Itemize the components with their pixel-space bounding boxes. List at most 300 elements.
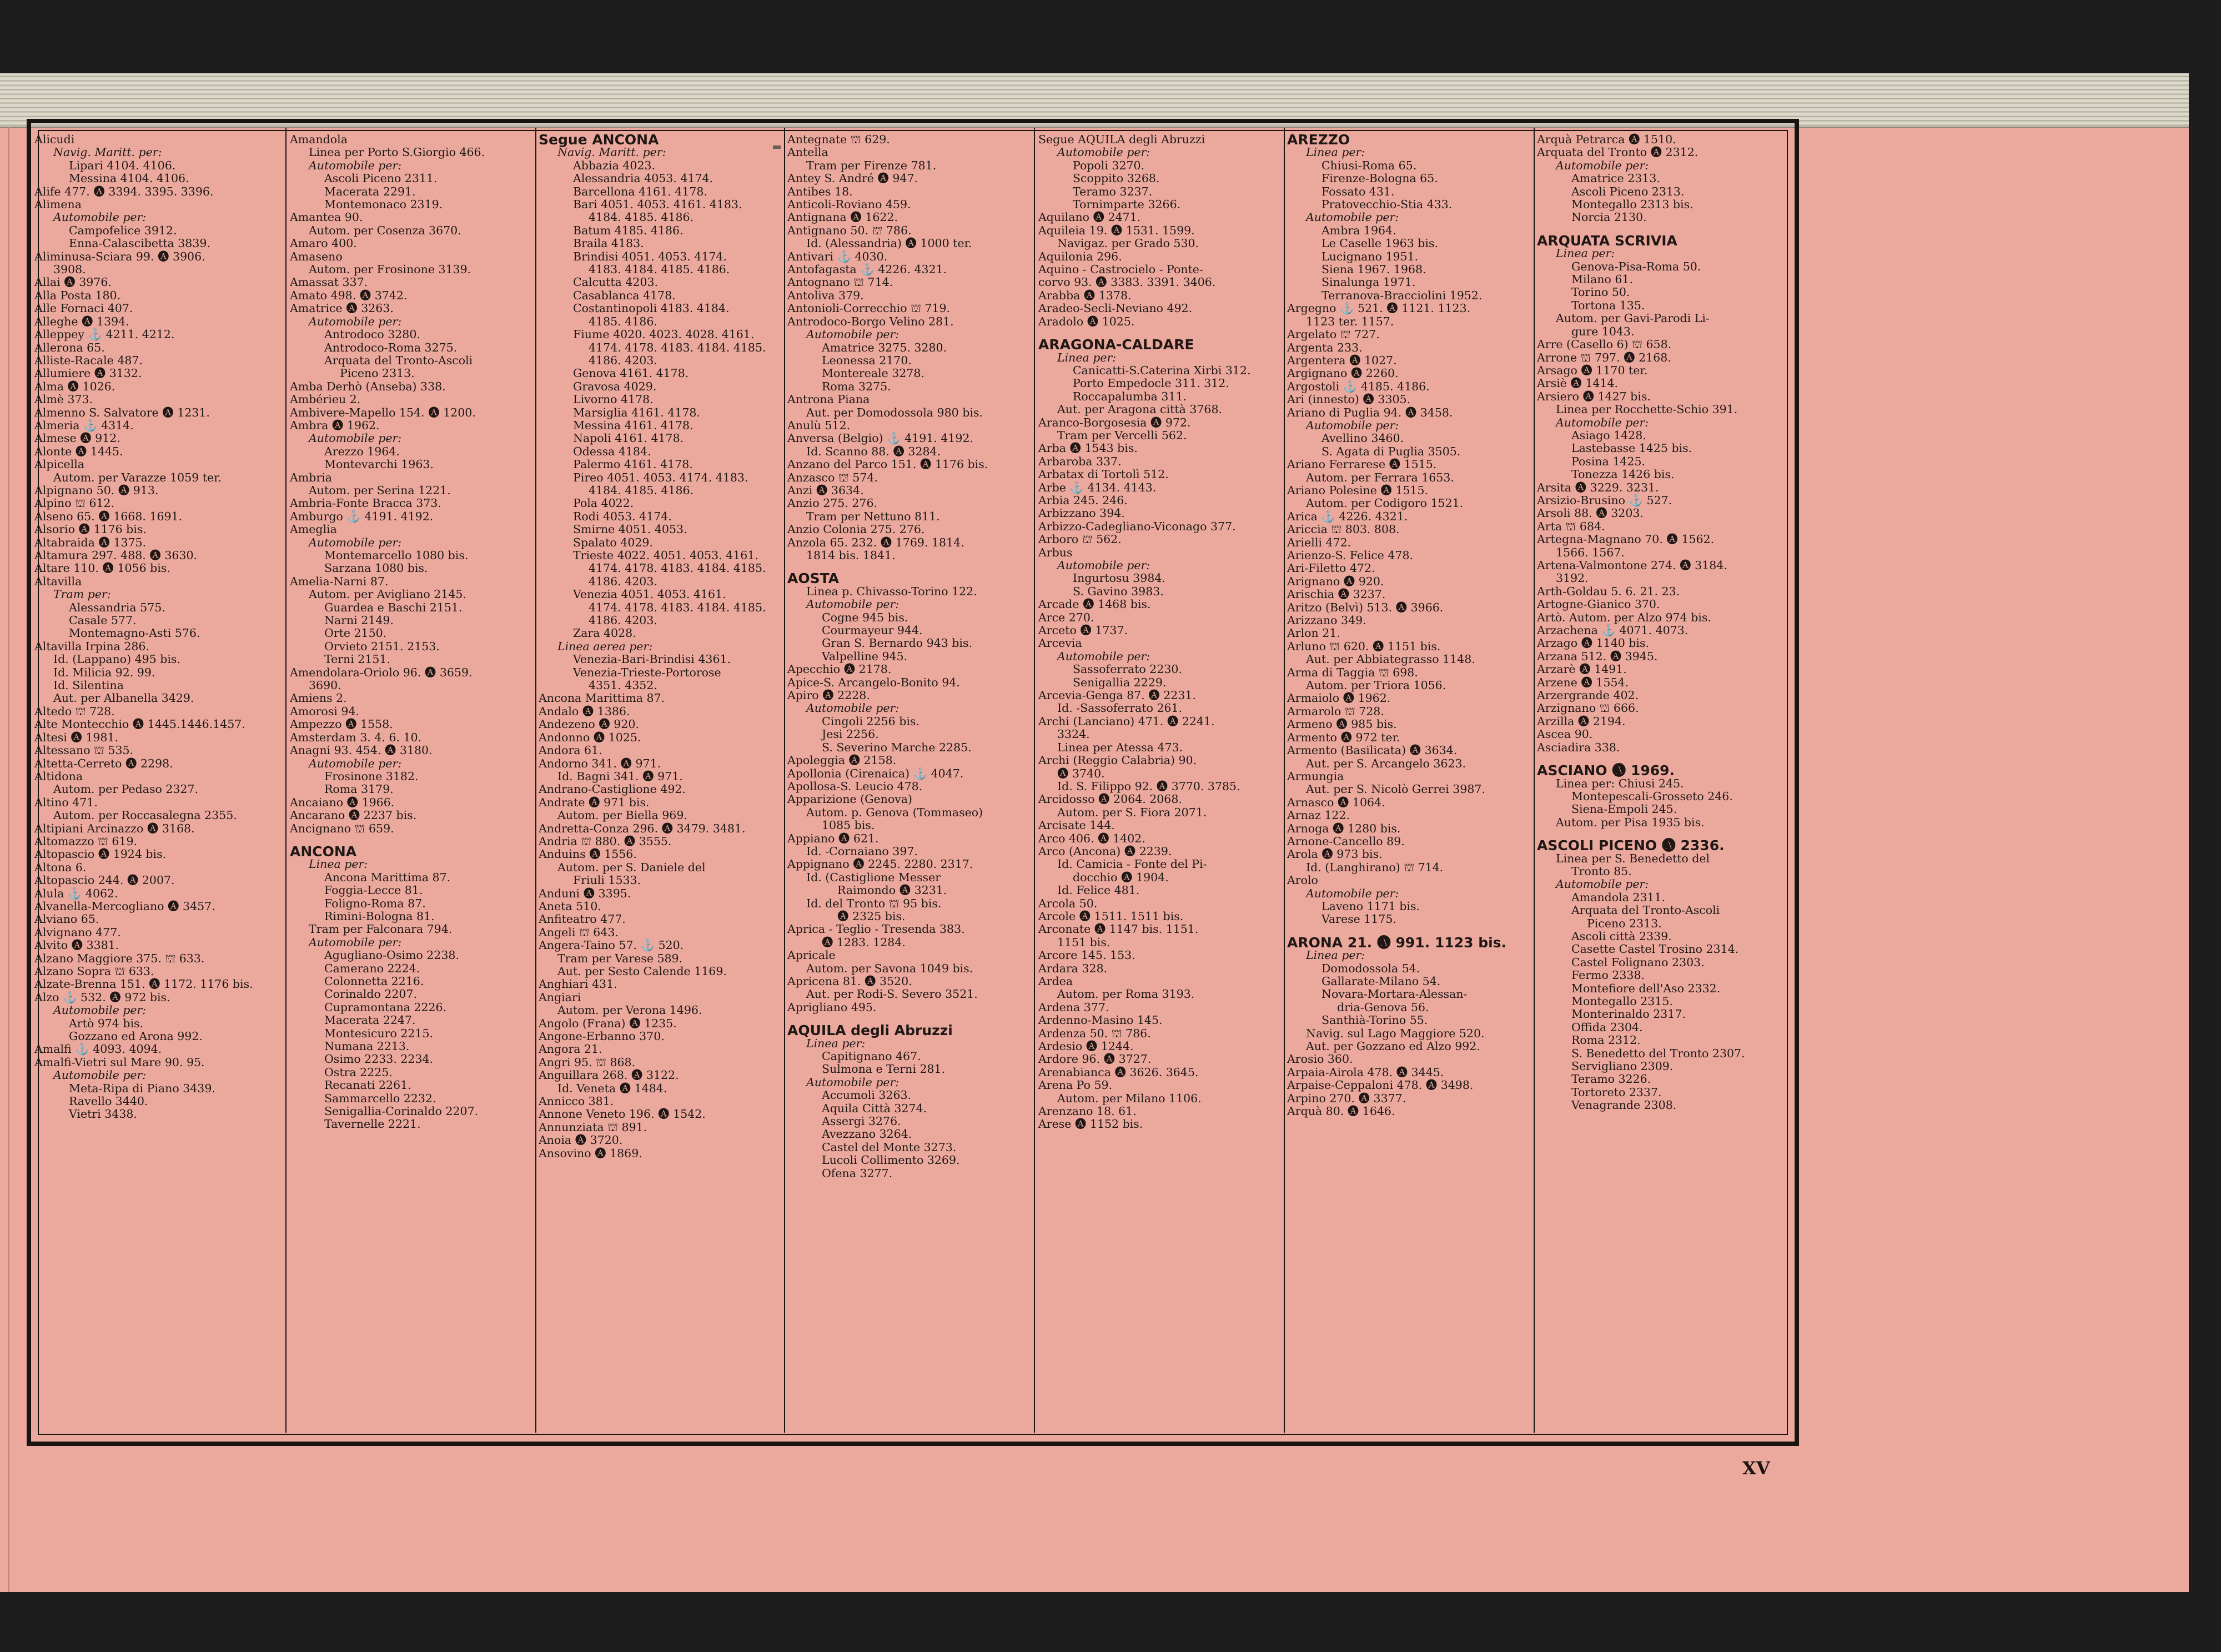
index-entry: Ascoli Piceno 2311. <box>324 172 438 185</box>
index-entry: Rimini-Bologna 81. <box>324 909 435 923</box>
index-entry: Id. Veneta 🅐 1484. <box>557 1081 667 1095</box>
index-entry: Agugliano-Osimo 2238. <box>324 948 459 962</box>
index-entry: Tortona 135. <box>1571 298 1645 312</box>
index-entry: Tonezza 1426 bis. <box>1571 468 1675 481</box>
index-entry: Vietri 3438. <box>69 1107 137 1121</box>
index-entry: Altedo ⛫ 728. <box>34 704 115 718</box>
index-entry: Arco (Ancona) 🅐 2239. <box>1038 844 1172 858</box>
index-entry: Autom. per S. Fiora 2071. <box>1057 805 1207 819</box>
index-entry: Assergi 3276. <box>822 1114 901 1128</box>
index-entry: S. Gavino 3983. <box>1073 584 1164 598</box>
index-entry: Arpino 270. 🅐 3377. <box>1287 1091 1406 1105</box>
index-entry: Posina 1425. <box>1571 454 1646 468</box>
index-entry: Sassoferrato 2230. <box>1073 662 1182 676</box>
index-entry: Ariano di Puglia 94. 🅐 3458. <box>1287 405 1453 419</box>
index-entry: Raimondo 🅐 3231. <box>837 883 947 897</box>
index-entry: Ascoli Piceno 2313. <box>1571 184 1685 198</box>
index-entry: Canicatti-S.Caterina Xirbi 312. <box>1073 363 1251 377</box>
index-column <box>34 133 284 1422</box>
index-entry: Autom. per Verona 1496. <box>557 1003 702 1017</box>
index-entry: Arosio 360. <box>1287 1052 1353 1066</box>
index-entry: Alpicella <box>34 458 84 471</box>
index-entry: Tronto 85. <box>1571 864 1632 878</box>
index-entry: Allerona 65. <box>34 340 105 354</box>
index-entry: Argegno ⚓ 521. 🅐 1121. 1123. <box>1287 302 1471 315</box>
index-entry: Arese 🅐 1152 bis. <box>1038 1117 1143 1131</box>
index-entry: Aneta 510. <box>539 899 601 913</box>
index-entry: Arsoli 88. 🅐 3203. <box>1537 506 1644 520</box>
index-entry: Pireo 4051. 4053. 4174. 4183. <box>573 470 748 484</box>
index-entry: 4183. 4184. 4185. 4186. <box>589 263 730 277</box>
index-entry: Messina 4161. 4178. <box>573 418 694 432</box>
index-entry: Anzola 65. 232. 🅐 1769. 1814. <box>787 535 964 549</box>
index-heading: Segue ANCONA <box>539 133 659 148</box>
index-entry: Montesicuro 2215. <box>324 1026 434 1040</box>
index-entry: Alvignano 477. <box>34 925 121 939</box>
index-entry: Arcore 145. 153. <box>1038 948 1135 962</box>
index-entry: Arbizzo-Cadegliano-Viconago 377. <box>1038 519 1236 533</box>
index-entry: Arola 🅐 973 bis. <box>1287 847 1383 861</box>
index-entry: Orvieto 2151. 2153. <box>324 639 440 653</box>
index-entry: Autom. per Milano 1106. <box>1057 1091 1202 1105</box>
index-entry: Navig. Maritt. per: <box>557 145 666 159</box>
index-entry: Linea per: <box>806 1036 866 1050</box>
index-entry: Montegallo 2315. <box>1571 995 1673 1008</box>
index-entry: Sarzana 1080 bis. <box>324 561 428 575</box>
index-entry: Id. -Cornaiano 397. <box>806 844 918 858</box>
index-entry: Apricena 81. 🅐 3520. <box>787 975 912 988</box>
index-entry: Anduni 🅐 3395. <box>539 886 631 900</box>
index-entry: Annone Veneto 196. 🅐 1542. <box>539 1107 706 1121</box>
index-entry: Almeria ⚓ 4314. <box>34 418 134 432</box>
index-entry: Chiusi-Roma 65. <box>1321 158 1417 172</box>
index-entry: Abbazia 4023. <box>573 158 656 172</box>
index-entry: Andonno 🅐 1025. <box>539 730 641 744</box>
index-heading: AQUILA degli Abruzzi <box>787 1022 953 1039</box>
index-entry: Lastebasse 1425 bis. <box>1571 441 1692 455</box>
index-entry: Genova 4161. 4178. <box>573 366 689 380</box>
index-entry: Ariano Ferrarese 🅐 1515. <box>1287 458 1437 471</box>
index-entry: Arquà Petrarca 🅐 1510. <box>1537 133 1676 146</box>
index-entry: Alessandria 575. <box>69 600 165 614</box>
index-entry: Alula ⚓ 4062. <box>34 886 118 900</box>
index-entry: Aut. per S. Nicolò Gerrei 3987. <box>1306 782 1485 796</box>
index-entry: Teramo 3237. <box>1073 184 1153 198</box>
index-entry: Arizzano 349. <box>1287 614 1366 627</box>
index-entry: Linea per: <box>1306 145 1365 159</box>
index-entry: Id. -Sassoferrato 261. <box>1057 701 1183 715</box>
index-entry: Ari (innesto) 🅐 3305. <box>1287 393 1411 406</box>
index-entry: Anzasco ⛫ 574. <box>787 470 878 484</box>
index-entry: Tram per Falconara 794. <box>309 922 453 936</box>
index-entry: Macerata 2247. <box>324 1013 416 1027</box>
index-entry: Montegallo 2313 bis. <box>1571 198 1694 212</box>
index-entry: 4351. 4352. <box>589 679 657 692</box>
index-entry: Anversa (Belgio) ⚓ 4191. 4192. <box>787 431 973 445</box>
index-entry: Arcidosso 🅐 2064. 2068. <box>1038 792 1182 806</box>
index-entry: Amantea 90. <box>290 210 363 224</box>
index-entry: Arnaz 122. <box>1287 809 1350 822</box>
index-entry: Domodossola 54. <box>1321 961 1420 975</box>
index-entry: Trieste 4022. 4051. 4053. 4161. <box>573 549 758 562</box>
index-entry: Amatrice 3275. 3280. <box>822 340 947 354</box>
index-entry: Autom. per Serina 1221. <box>309 483 451 497</box>
index-entry: Angri 95. ⛫ 868. <box>539 1055 636 1069</box>
index-entry: Ancignano ⛫ 659. <box>290 821 394 835</box>
index-entry: Altona 6. <box>34 860 87 874</box>
index-entry: 3908. <box>53 263 86 277</box>
index-entry: Antrona Piana <box>787 393 870 406</box>
index-heading: ANCONA <box>290 843 357 860</box>
index-entry: Arbe ⚓ 4134. 4143. <box>1038 480 1157 494</box>
index-entry: Andalo 🅐 1386. <box>539 704 630 718</box>
index-entry: Alzo ⚓ 532. 🅐 972 bis. <box>34 990 170 1004</box>
index-entry: Andezeno 🅐 920. <box>539 717 639 731</box>
index-entry: Autom. per Pisa 1935 bis. <box>1556 815 1705 829</box>
index-entry: Ascea 90. <box>1537 727 1593 741</box>
index-entry: Arta ⛫ 684. <box>1537 519 1605 533</box>
index-entry: Venagrande 2308. <box>1571 1098 1677 1112</box>
index-entry: Montemonaco 2319. <box>324 198 443 212</box>
index-entry: Andorno 341. 🅐 971. <box>539 756 661 770</box>
index-entry: Sammarcello 2232. <box>324 1091 436 1105</box>
index-entry: Arpaise-Ceppaloni 478. 🅐 3498. <box>1287 1078 1474 1092</box>
index-entry: Antoliva 379. <box>787 288 864 302</box>
index-entry: Amalfi-Vietri sul Mare 90. 95. <box>34 1055 205 1069</box>
index-entry: Arma di Taggia ⛫ 698. <box>1287 665 1418 679</box>
index-entry: Valpelline 945. <box>822 649 908 663</box>
index-entry: Venezia-Trieste-Portorose <box>573 665 721 679</box>
index-entry: Arcisate 144. <box>1038 819 1115 832</box>
index-entry: Roccapalumba 311. <box>1073 389 1187 403</box>
index-entry: Angora 21. <box>539 1042 602 1056</box>
index-entry: Offida 2304. <box>1571 1020 1643 1034</box>
index-entry: Arceto 🅐 1737. <box>1038 624 1128 637</box>
index-entry: Altesi 🅐 1981. <box>34 730 119 744</box>
index-entry: Id. (Alessandria) 🅐 1000 ter. <box>806 237 972 250</box>
index-entry: Automobile per: <box>309 314 402 328</box>
index-entry: Cingoli 2256 bis. <box>822 714 919 728</box>
index-entry: Artena-Valmontone 274. 🅐 3184. <box>1537 559 1727 572</box>
index-entry: Ascoli città 2339. <box>1571 929 1672 943</box>
index-entry: Antrodoco-Borgo Velino 281. <box>787 314 954 328</box>
index-entry: Tavernelle 2221. <box>324 1117 421 1131</box>
index-entry: Linea per Porto S.Giorgio 466. <box>309 145 485 159</box>
index-entry: Anduins 🅐 1556. <box>539 847 637 861</box>
index-entry: Arcade 🅐 1468 bis. <box>1038 597 1151 611</box>
index-entry: Tram per Vercelli 562. <box>1057 428 1187 442</box>
index-heading: ARQUATA SCRIVIA <box>1537 232 1677 249</box>
index-entry: Apollosa-S. Leucio 478. <box>787 779 923 793</box>
index-entry: Arce 270. <box>1038 610 1094 624</box>
index-entry: 4184. 4185. 4186. <box>589 210 694 224</box>
index-entry: Amba Derhò (Anseba) 338. <box>290 379 446 393</box>
index-entry: Autom. per Pedaso 2327. <box>53 782 199 796</box>
index-column <box>1537 133 1782 1422</box>
index-entry: Antognano ⛫ 714. <box>787 275 893 289</box>
index-entry: Piceno 2313. <box>340 366 415 380</box>
index-entry: Automobile per: <box>1556 158 1649 172</box>
index-entry: Spalato 4029. <box>573 535 653 549</box>
index-entry: Amassat 337. <box>290 275 368 289</box>
index-entry: Aradeo-Secli-Neviano 492. <box>1038 302 1193 315</box>
index-entry: S. Benedetto del Tronto 2307. <box>1571 1046 1745 1060</box>
index-heading: AOSTA <box>787 570 840 587</box>
index-entry: Arzene 🅐 1554. <box>1537 675 1629 689</box>
index-column <box>290 133 534 1422</box>
index-entry: Aliminusa-Sciara 99. 🅐 3906. <box>34 249 205 263</box>
index-entry: Annunziata ⛫ 891. <box>539 1120 647 1134</box>
index-entry: Montepescali-Grosseto 246. <box>1571 789 1733 803</box>
index-entry: Automobile per: <box>309 158 402 172</box>
index-entry: Genova-Pisa-Roma 50. <box>1571 259 1701 273</box>
index-entry: Casablanca 4178. <box>573 288 676 302</box>
index-entry: Almese 🅐 912. <box>34 431 120 445</box>
index-entry: Colonnetta 2216. <box>324 975 424 988</box>
index-entry: Senigallia 2229. <box>1073 675 1167 689</box>
index-entry: Amaro 400. <box>290 237 357 250</box>
index-entry: Alseno 65. 🅐 1668. 1691. <box>34 509 183 523</box>
index-entry: Id. del Tronto ⛫ 95 bis. <box>806 896 942 910</box>
index-entry: Anzano del Parco 151. 🅐 1176 bis. <box>787 458 988 471</box>
index-entry: Arquata del Tronto-Ascoli <box>1571 903 1720 917</box>
index-entry: Avezzano 3264. <box>822 1127 912 1141</box>
index-entry: Amiens 2. <box>290 691 347 705</box>
index-entry: Marsiglia 4161. 4178. <box>573 405 700 419</box>
index-entry: Arpaia-Airola 478. 🅐 3445. <box>1287 1065 1444 1079</box>
index-entry: Livorno 4178. <box>573 393 654 406</box>
index-entry: Altidona <box>34 769 83 783</box>
index-entry: Apparizione (Genova) <box>787 792 913 806</box>
index-entry: 4185. 4186. <box>589 314 657 328</box>
index-entry: Santhià-Torino 55. <box>1321 1013 1428 1027</box>
index-entry: Alicudi <box>34 133 75 146</box>
index-entry: Braila 4183. <box>573 237 644 250</box>
index-entry: Frosinone 3182. <box>324 769 419 783</box>
index-entry: Alliste-Racale 487. <box>34 353 143 367</box>
index-entry: Popoli 3270. <box>1073 158 1145 172</box>
index-entry: 🅐 2325 bis. <box>837 909 906 923</box>
index-entry: Arbus <box>1038 545 1073 559</box>
index-entry: Arcevia <box>1038 636 1082 650</box>
index-entry: Fossato 431. <box>1321 184 1395 198</box>
index-entry: 3690. <box>309 679 341 692</box>
index-entry: Amatrice 2313. <box>1571 172 1660 185</box>
index-entry: Amelia-Narni 87. <box>290 574 389 588</box>
index-entry: Ambria <box>290 470 332 484</box>
index-entry: Aut. per Abbiategrasso 1148. <box>1306 652 1475 666</box>
index-entry: Autom. per Triora 1056. <box>1306 679 1446 692</box>
index-entry: Ancona Marittima 87. <box>324 870 451 884</box>
index-entry: Aranco-Borgosesia 🅐 972. <box>1038 415 1191 429</box>
index-entry: Linea per: Chiusi 245. <box>1556 776 1684 790</box>
index-entry: Altopascio 🅐 1924 bis. <box>34 847 167 861</box>
index-entry: Anzio Colonia 275. 276. <box>787 523 925 536</box>
index-entry: Narni 2149. <box>324 614 394 627</box>
index-entry: 1151 bis. <box>1057 935 1110 949</box>
index-entry: Alviano 65. <box>34 912 99 926</box>
index-entry: Alte Montecchio 🅐 1445.1446.1457. <box>34 717 245 731</box>
index-entry: Arco 406. 🅐 1402. <box>1038 831 1145 845</box>
index-entry: Milano 61. <box>1571 273 1633 287</box>
index-entry: Ameglia <box>290 523 337 536</box>
index-entry: Arquà 80. 🅐 1646. <box>1287 1104 1395 1118</box>
index-entry: Linea per Rocchette-Schio 391. <box>1556 403 1738 416</box>
index-entry: Antey S. André 🅐 947. <box>787 172 918 185</box>
index-entry: Ambra 1964. <box>1321 223 1396 237</box>
index-entry: Lucignano 1951. <box>1321 249 1419 263</box>
index-entry: Aquilano 🅐 2471. <box>1038 210 1141 224</box>
index-entry: Automobile per: <box>309 535 402 549</box>
index-entry: Tram per Varese 589. <box>557 951 683 965</box>
index-entry: Arbaroba 337. <box>1038 454 1122 468</box>
index-entry: Cogne 945 bis. <box>822 610 908 624</box>
index-entry: Anzi 🅐 3634. <box>787 483 864 497</box>
index-entry: Arzana 512. 🅐 3945. <box>1537 649 1658 663</box>
index-entry: Arielli 472. <box>1287 535 1351 549</box>
index-entry: Id. Milicia 92. 99. <box>53 665 155 679</box>
index-entry: 4186. 4203. <box>589 614 657 627</box>
index-entry: Angolo (Frana) 🅐 1235. <box>539 1016 677 1030</box>
index-entry: Arenzano 18. 61. <box>1038 1104 1137 1118</box>
index-entry: Amandola 2311. <box>1571 890 1666 904</box>
index-entry: Automobile per: <box>53 210 147 224</box>
index-entry: Arienzo-S. Felice 478. <box>1287 549 1414 562</box>
index-entry: Arzergrande 402. <box>1537 689 1639 702</box>
index-entry: Ambérieu 2. <box>290 393 361 406</box>
index-entry: Arabba 🅐 1378. <box>1038 288 1132 302</box>
index-entry: Anagni 93. 454. 🅐 3180. <box>290 744 433 757</box>
column-rule <box>784 128 785 1433</box>
index-entry: Autom. per Varazze 1059 ter. <box>53 470 222 484</box>
index-entry: Porto Empedocle 311. 312. <box>1073 376 1229 390</box>
index-entry: Corinaldo 2207. <box>324 987 418 1001</box>
index-heading: ARONA 21. 🅐 991. 1123 bis. <box>1287 934 1507 951</box>
index-entry: Alife 477. 🅐 3394. 3395. 3396. <box>34 184 214 198</box>
index-entry: Casale 577. <box>69 614 137 627</box>
index-column <box>1287 133 1532 1422</box>
index-entry: Linea per: <box>1556 247 1615 260</box>
index-entry: Camerano 2224. <box>324 961 420 975</box>
index-entry: Aut. per Sesto Calende 1169. <box>557 965 727 978</box>
index-entry: Appignano 🅐 2245. 2280. 2317. <box>787 857 973 871</box>
index-entry: Alessandria 4053. 4174. <box>573 172 713 185</box>
index-entry: 3192. <box>1556 571 1589 585</box>
index-entry: Arsiè 🅐 1414. <box>1537 376 1619 390</box>
index-entry: Automobile per: <box>1306 210 1399 224</box>
index-entry: Ardore 96. 🅐 3727. <box>1038 1052 1152 1066</box>
index-entry: Ambria-Fonte Bracca 373. <box>290 496 441 510</box>
index-entry: Smirne 4051. 4053. <box>573 523 687 536</box>
index-entry: Arbia 245. 246. <box>1038 493 1128 507</box>
index-entry: Alma 🅐 1026. <box>34 379 115 393</box>
index-entry: Linea per S. Benedetto del <box>1556 851 1710 865</box>
index-entry: 1085 bis. <box>822 819 875 832</box>
index-entry: Antivari ⚓ 4030. <box>787 249 888 263</box>
index-entry: Altino 471. <box>34 795 98 809</box>
index-entry: Angone-Erbanno 370. <box>539 1030 665 1043</box>
index-entry: Automobile per: <box>1556 877 1649 891</box>
index-entry: Sinalunga 1971. <box>1321 275 1416 289</box>
index-entry: Autom. per Gavi-Parodi Li- <box>1556 312 1710 325</box>
index-entry: Alle Fornaci 407. <box>34 302 133 315</box>
index-entry: Castel del Monte 3273. <box>822 1140 957 1154</box>
index-entry: Argenta 233. <box>1287 340 1363 354</box>
index-entry: Id. S. Filippo 92. 🅐 3770. 3785. <box>1057 779 1240 793</box>
index-entry: Armento 🅐 972 ter. <box>1287 730 1400 744</box>
index-entry: Ostra 2225. <box>324 1065 393 1079</box>
index-entry: Arischia 🅐 3237. <box>1287 588 1386 601</box>
index-entry: Gozzano ed Arona 992. <box>69 1030 203 1043</box>
index-entry: Antignana 🅐 1622. <box>787 210 898 224</box>
index-entry: Linea per: <box>1306 948 1365 962</box>
index-entry: Angera-Taino 57. ⚓ 520. <box>539 938 684 952</box>
index-entry: Autom. per Roma 3193. <box>1057 987 1195 1001</box>
index-entry: Terni 2151. <box>324 652 390 666</box>
index-entry: Armento (Basilicata) 🅐 3634. <box>1287 744 1458 757</box>
index-entry: Montemarcello 1080 bis. <box>324 549 469 562</box>
index-entry: Alsorio 🅐 1176 bis. <box>34 523 147 536</box>
index-entry: Altessano ⛫ 535. <box>34 744 134 757</box>
index-entry: Artegna-Magnano 70. 🅐 1562. <box>1537 533 1715 546</box>
index-entry: Archi (Reggio Calabria) 90. <box>1038 754 1197 767</box>
index-entry: Fiume 4020. 4023. 4028. 4161. <box>573 328 755 342</box>
index-entry: Palermo 4161. 4178. <box>573 458 693 471</box>
index-entry: Tram per Firenze 781. <box>806 158 937 172</box>
index-entry: Argelato ⛫ 727. <box>1287 328 1380 342</box>
index-entry: Odessa 4184. <box>573 444 651 458</box>
index-entry: Arnoga 🅐 1280 bis. <box>1287 821 1401 835</box>
index-entry: Apoleggia 🅐 2158. <box>787 754 897 767</box>
index-heading: AREZZO <box>1287 133 1350 148</box>
index-entry: Amatrice 🅐 3263. <box>290 302 394 315</box>
index-entry: Angiari <box>539 990 581 1004</box>
index-entry: Accumoli 3263. <box>822 1088 912 1102</box>
index-entry: Montefiore dell'Aso 2332. <box>1571 981 1721 995</box>
index-entry: Andretta-Conza 296. 🅐 3479. 3481. <box>539 821 746 835</box>
index-entry: Andria ⛫ 880. 🅐 3555. <box>539 834 672 848</box>
index-entry: Arrone ⛫ 797. 🅐 2168. <box>1537 350 1671 364</box>
index-entry: Ardenno-Masino 145. <box>1038 1013 1163 1027</box>
index-entry: Arica ⚓ 4226. 4321. <box>1287 509 1408 523</box>
index-entry: Lucoli Collimento 3269. <box>822 1153 960 1167</box>
index-entry: Arnasco 🅐 1064. <box>1287 795 1385 809</box>
index-entry: Alzano Sopra ⛫ 633. <box>34 965 154 978</box>
index-entry: Siena 1967. 1968. <box>1321 263 1426 277</box>
index-entry: 1123 ter. 1157. <box>1306 314 1394 328</box>
index-entry: Laveno 1171 bis. <box>1321 899 1420 913</box>
index-entry: gure 1043. <box>1571 324 1635 338</box>
index-entry: Asciadira 338. <box>1537 740 1620 754</box>
index-entry: Aquino - Castrocielo - Ponte- <box>1038 263 1203 277</box>
index-entry: 🅐 1283. 1284. <box>822 935 906 949</box>
index-entry: Id. Felice 481. <box>1057 883 1140 897</box>
index-entry: Roma 3275. <box>822 379 891 393</box>
index-entry: Automobile per: <box>1057 145 1150 159</box>
index-entry: Altopascio 244. 🅐 2007. <box>34 873 175 887</box>
index-entry: Cupramontana 2226. <box>324 1000 447 1014</box>
index-entry: Automobile per: <box>1306 418 1399 432</box>
index-entry: Ardara 328. <box>1038 961 1108 975</box>
index-entry: Lipari 4104. 4106. <box>69 158 176 172</box>
index-entry: Varese 1175. <box>1321 912 1396 926</box>
index-entry: Arth-Goldau 5. 6. 21. 23. <box>1537 584 1680 598</box>
index-entry: Venezia 4051. 4053. 4161. <box>573 588 726 601</box>
index-entry: Alvito 🅐 3381. <box>34 938 119 952</box>
index-entry: Arre (Casello 6) ⛫ 658. <box>1537 338 1672 352</box>
index-entry: Messina 4104. 4106. <box>69 172 189 185</box>
index-entry: Zara 4028. <box>573 626 636 640</box>
